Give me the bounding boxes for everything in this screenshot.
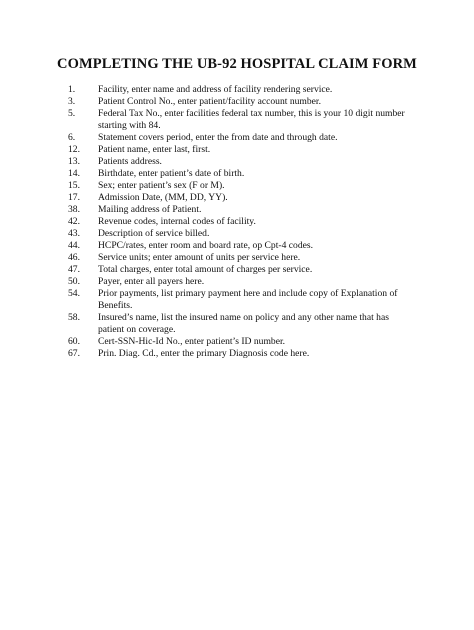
item-text: Statement covers period, enter the from date and through date.	[98, 132, 338, 143]
item-number: 50.	[68, 276, 80, 287]
item-text: Sex; enter patient’s sex (F or M).	[98, 180, 225, 191]
list-item	[68, 228, 408, 240]
item-text: Total charges, enter total amount of charges per service.	[98, 264, 313, 275]
item-number: 54.	[68, 288, 80, 299]
item-number: 67.	[68, 348, 80, 359]
list-item	[68, 252, 408, 264]
list-item	[68, 132, 408, 144]
instruction-list	[68, 84, 408, 360]
item-number: 58.	[68, 312, 80, 323]
item-text: Service units; enter amount of units per service here.	[98, 252, 301, 263]
item-text: Patients address.	[98, 156, 162, 167]
list-item	[68, 156, 408, 168]
item-number: 14.	[68, 168, 80, 179]
list-item	[68, 108, 408, 132]
list-item	[68, 168, 408, 180]
list-item	[68, 96, 408, 108]
item-number: 15.	[68, 180, 80, 191]
item-text: Prin. Diag. Cd., enter the primary Diagnosis code here.	[98, 348, 310, 359]
list-item	[68, 240, 408, 252]
list-item	[68, 276, 408, 288]
item-text: Patient name, enter last, first.	[98, 144, 211, 155]
item-text: Admission Date, (MM, DD, YY).	[98, 192, 228, 203]
list-item	[68, 216, 408, 228]
list-item	[68, 192, 408, 204]
item-text: Patient Control No., enter patient/facility account number.	[98, 96, 321, 107]
list-item	[68, 288, 408, 312]
list-item	[68, 180, 408, 192]
item-text: Birthdate, enter patient’s date of birth.	[98, 168, 245, 179]
item-text: Revenue codes, internal codes of facility.	[98, 216, 256, 227]
item-number: 13.	[68, 156, 80, 167]
item-number: 3.	[68, 96, 76, 107]
item-text: Mailing address of Patient.	[98, 204, 202, 215]
item-number: 60.	[68, 336, 80, 347]
item-number: 44.	[68, 240, 80, 251]
item-number: 38.	[68, 204, 80, 215]
list-item	[68, 144, 408, 156]
item-number: 47.	[68, 264, 80, 275]
item-number: 12.	[68, 144, 80, 155]
item-number: 42.	[68, 216, 80, 227]
list-item	[68, 312, 408, 336]
item-text: Insured’s name, list the insured name on policy and any other name that has patient on coverage.	[98, 312, 389, 335]
list-item	[68, 348, 408, 360]
list-item	[68, 84, 408, 96]
item-text: Federal Tax No., enter facilities federal tax number, this is your 10 digit number starting with 84.	[98, 108, 405, 131]
item-number: 46.	[68, 252, 80, 263]
item-number: 6.	[68, 132, 76, 143]
item-number: 5.	[68, 108, 76, 119]
item-number: 17.	[68, 192, 80, 203]
document-title: COMPLETING THE UB-92 HOSPITAL CLAIM FORM	[57, 56, 417, 72]
list-item	[68, 336, 408, 348]
list-item	[68, 264, 408, 276]
item-number: 43.	[68, 228, 80, 239]
item-text: HCPC/rates, enter room and board rate, op Cpt-4 codes.	[98, 240, 314, 251]
item-text: Prior payments, list primary payment here and include copy of Explanation of Benefits.	[98, 288, 398, 311]
list-item	[68, 204, 408, 216]
item-text: Description of service billed.	[98, 228, 210, 239]
item-text: Payer, enter all payers here.	[98, 276, 205, 287]
item-text: Cert-SSN-Hic-Id No., enter patient’s ID number.	[98, 336, 286, 347]
item-number: 1.	[68, 84, 76, 95]
item-text: Facility, enter name and address of facility rendering service.	[98, 84, 333, 95]
